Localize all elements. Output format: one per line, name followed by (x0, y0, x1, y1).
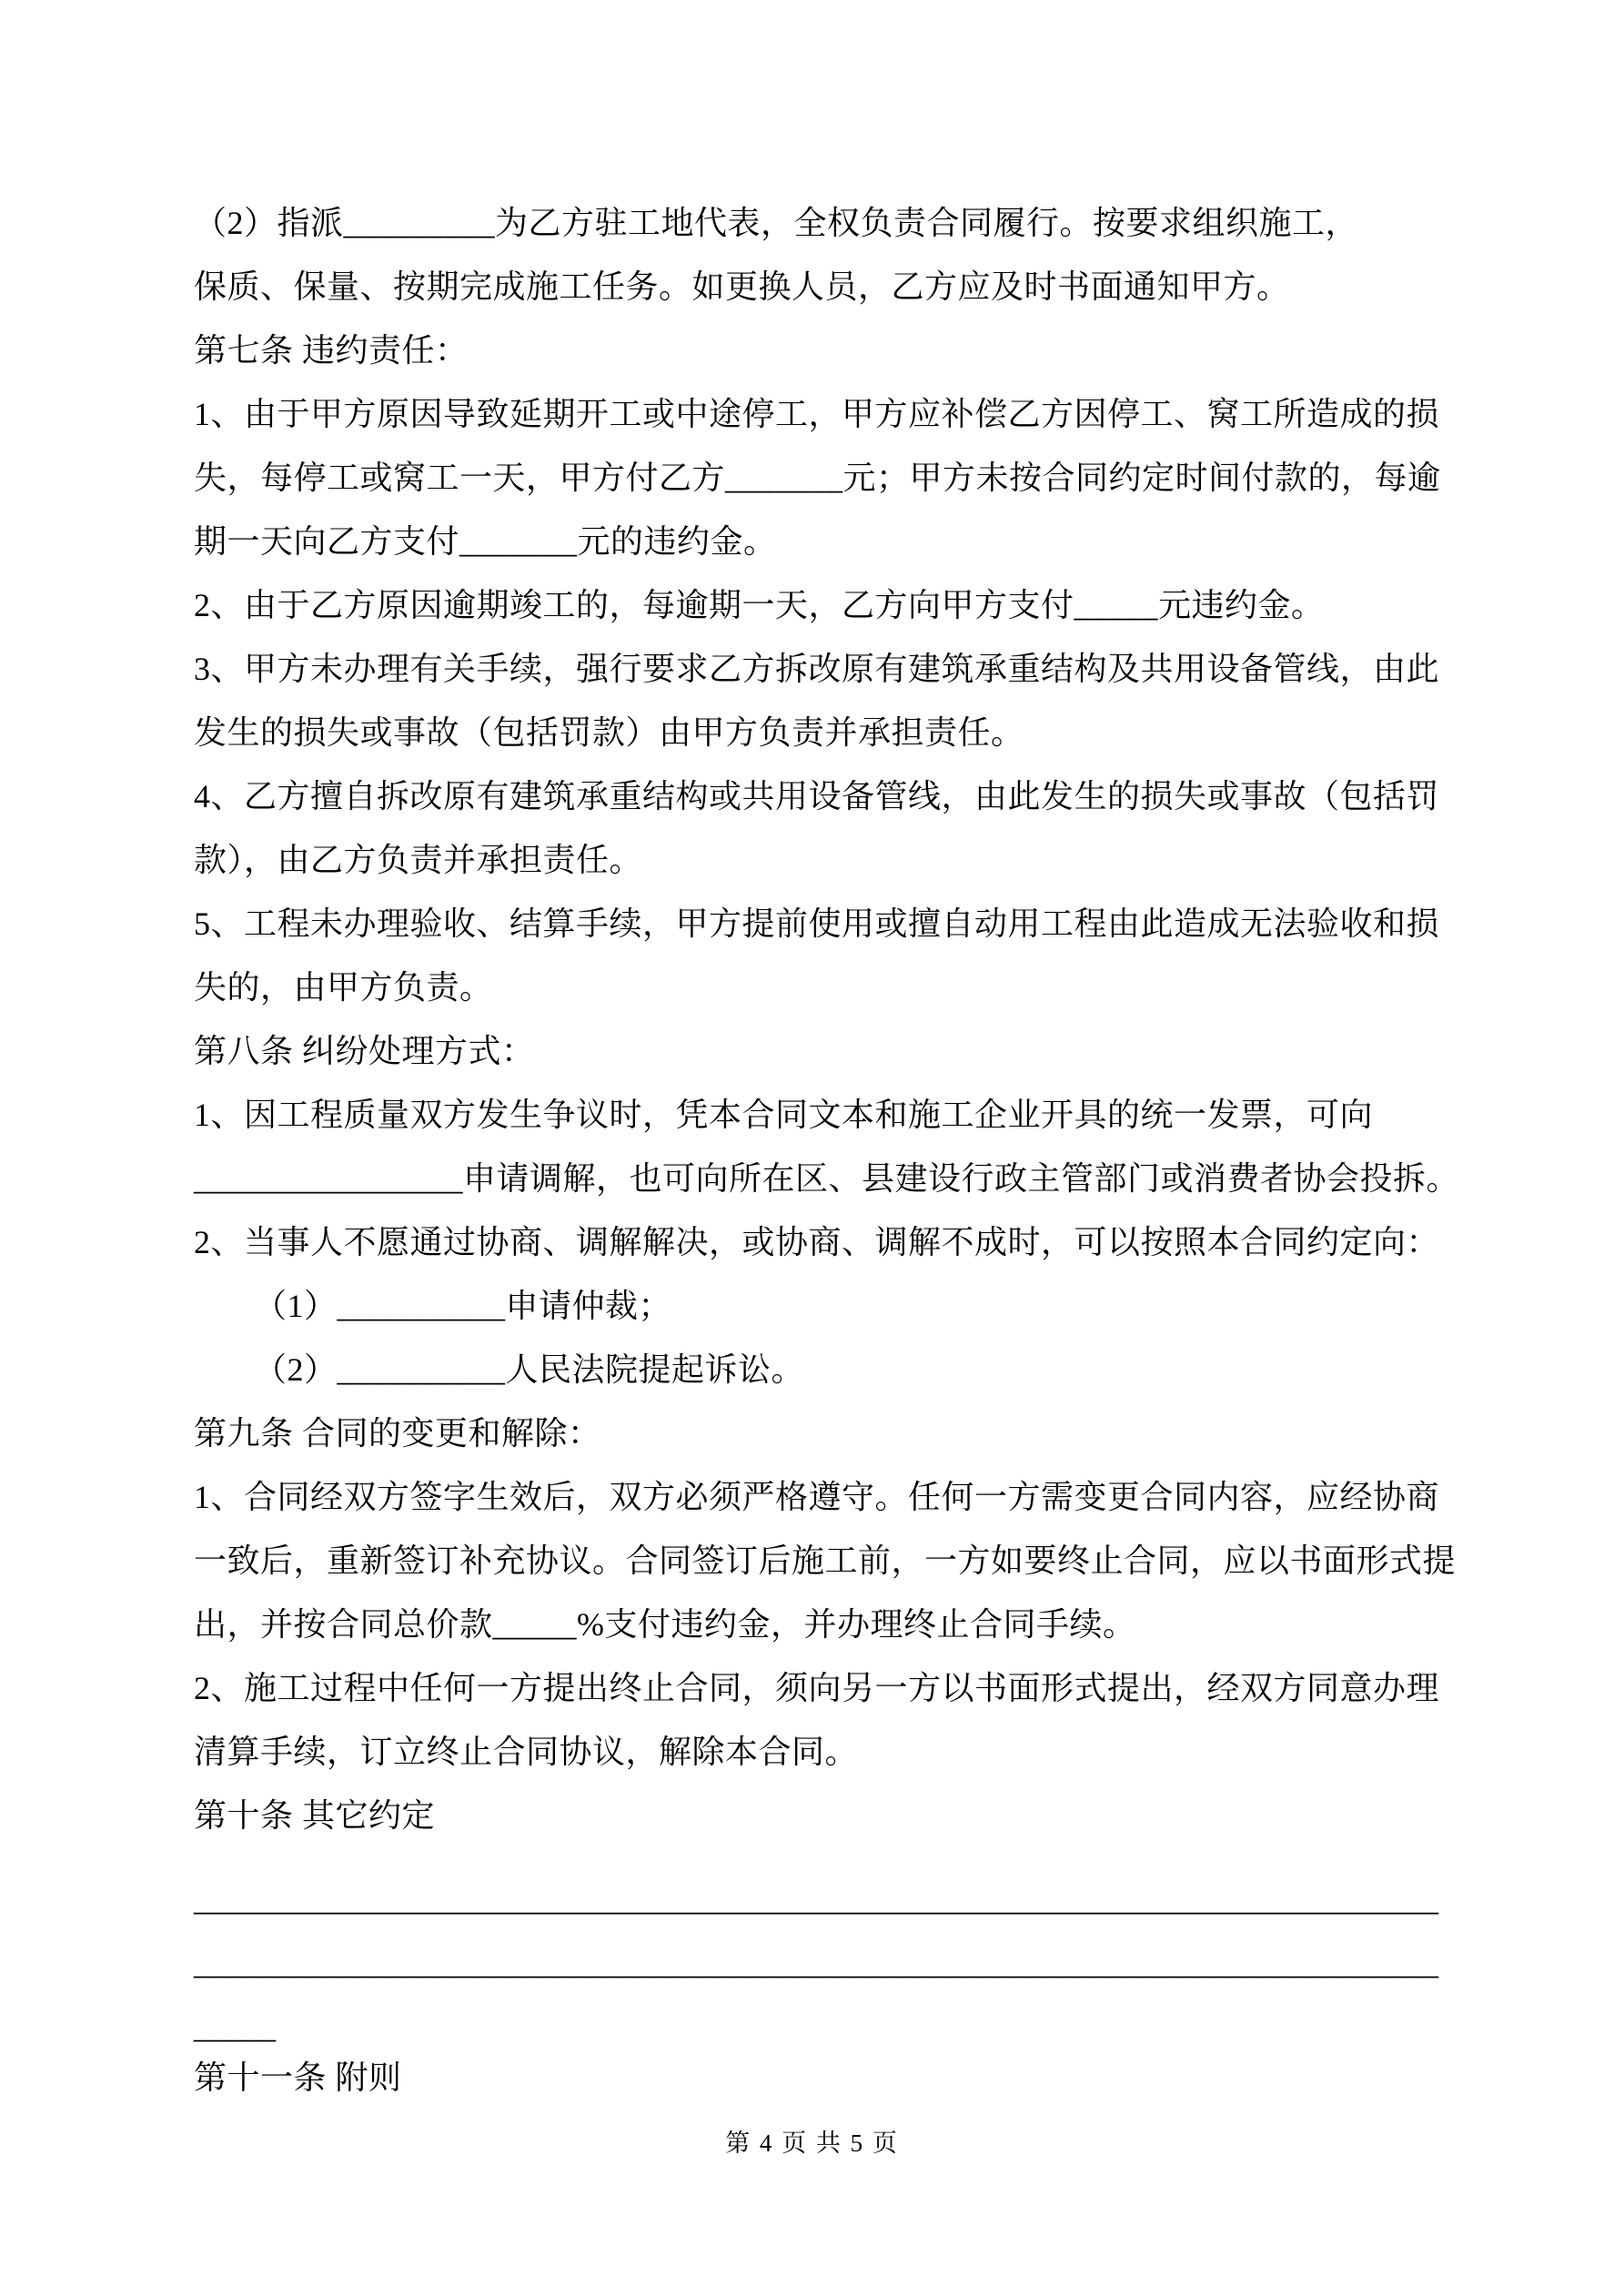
contract-text-line: 失的，由甲方负责。 (194, 969, 493, 1006)
contract-text-line: 一致后，重新签订补充协议。合同签订后施工前，一方如要终止合同，应以书面形式提 (194, 1542, 1457, 1579)
contract-text-line: 款），由乙方负责并承担责任。 (194, 842, 643, 878)
contract-text-line: （1）__________申请仲裁； (254, 1288, 672, 1324)
clause-heading: 第十条 其它约定 (194, 1797, 436, 1834)
contract-text-line: 3、甲方未办理有关手续，强行要求乙方拆改原有建筑承重结构及共用设备管线，由此 (194, 651, 1440, 687)
contract-text-line: （2）__________人民法院提起诉讼。 (254, 1351, 805, 1388)
contract-text-line: 1、由于甲方原因导致延期开工或中途停工，甲方应补偿乙方因停工、窝工所造成的损 (194, 396, 1440, 432)
contract-body (194, 191, 1460, 2109)
contract-text-line: 4、乙方擅自拆改原有建筑承重结构或共用设备管线，由此发生的损失或事故（包括罚 (194, 778, 1440, 814)
fill-in-blank-line: ____________________________________________________________________________ (194, 1881, 1438, 1917)
contract-text-line: ________________申请调解，也可向所在区、县建设行政主管部门或消费者协会投拆。 (194, 1160, 1460, 1197)
contract-text-line: 2、施工过程中任何一方提出终止合同，须向另一方以书面形式提出，经双方同意办理 (194, 1670, 1440, 1706)
contract-text-line: 2、当事人不愿通过协商、调解解决，或协商、调解不成时，可以按照本合同约定向： (194, 1224, 1440, 1260)
fill-in-blank-line: _____ (194, 2008, 276, 2045)
clause-heading: 第九条 合同的变更和解除： (194, 1415, 601, 1451)
contract-text-line: 保质、保量、按期完成施工任务。如更换人员，乙方应及时书面通知甲方。 (194, 268, 1290, 305)
clause-heading: 第七条 违约责任： (194, 332, 469, 369)
contract-text-line: 失，每停工或窝工一天，甲方付乙方_______元；甲方未按合同约定时间付款的，每逾 (194, 460, 1441, 496)
contract-text-line: 出，并按合同总价款_____%支付违约金，并办理终止合同手续。 (194, 1606, 1136, 1643)
contract-text-line: 发生的损失或事故（包括罚款）由甲方负责并承担责任。 (194, 714, 1024, 751)
contract-text-line: 1、合同经双方签字生效后，双方必须严格遵守。任何一方需变更合同内容，应经协商 (194, 1479, 1440, 1515)
contract-text-line: 期一天向乙方支付_______元的违约金。 (194, 523, 777, 560)
contract-text-line: 2、由于乙方原因逾期竣工的，每逾期一天，乙方向甲方支付_____元违约金。 (194, 587, 1325, 623)
contract-text-line: 清算手续，订立终止合同协议，解除本合同。 (194, 1734, 859, 1770)
contract-text-line: （2）指派_________为乙方驻工地代表，全权负责合同履行。按要求组织施工， (194, 205, 1359, 241)
page-number: 第 4 页 共 5 页 (725, 2129, 899, 2157)
contract-text-line: 1、因工程质量双方发生争议时，凭本合同文本和施工企业开具的统一发票，可向 (194, 1097, 1374, 1133)
clause-heading: 第八条 纠纷处理方式： (194, 1033, 535, 1069)
clause-heading: 第十一条 附则 (194, 2059, 402, 2096)
fill-in-blank-line: ____________________________________________________________________________ (194, 1945, 1438, 1981)
contract-text-line: 5、工程未办理验收、结算手续，甲方提前使用或擅自动用工程由此造成无法验收和损 (194, 905, 1440, 942)
